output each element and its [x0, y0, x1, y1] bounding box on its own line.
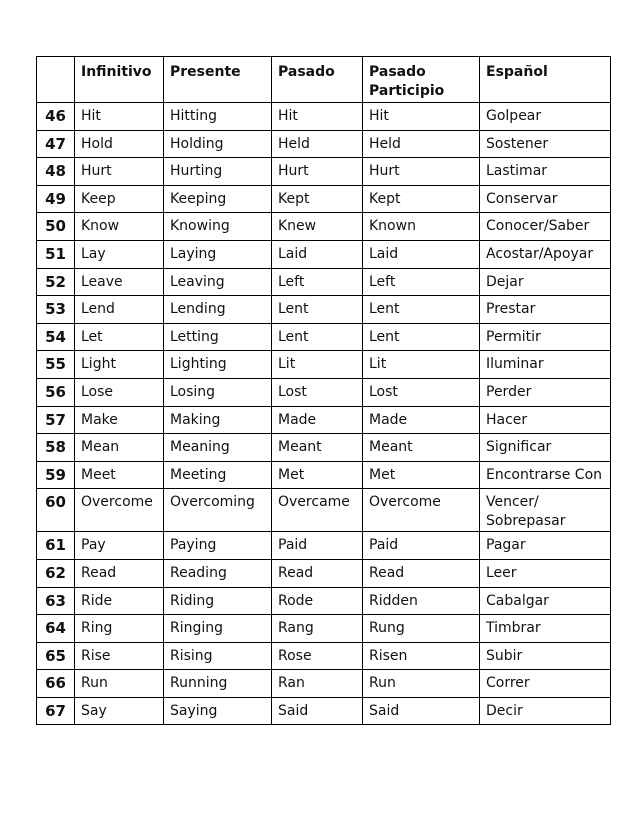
cell-pasado-participio: Said: [363, 697, 480, 725]
cell-infinitivo: Overcome: [75, 489, 164, 532]
cell-pasado: Rose: [272, 642, 363, 670]
cell-infinitivo: Make: [75, 406, 164, 434]
cell-infinitivo: Ride: [75, 587, 164, 615]
table-row: [37, 615, 611, 643]
cell-row-number: 57: [37, 406, 75, 434]
cell-row-number: 66: [37, 670, 75, 698]
cell-pasado: Lit: [272, 351, 363, 379]
cell-infinitivo: Read: [75, 559, 164, 587]
cell-espanol: Perder: [480, 378, 611, 406]
cell-pasado-participio: Paid: [363, 532, 480, 560]
cell-presente: Running: [164, 670, 272, 698]
cell-presente: Knowing: [164, 213, 272, 241]
table-row: [37, 489, 611, 532]
table-row: [37, 587, 611, 615]
cell-espanol: Golpear: [480, 103, 611, 131]
cell-row-number: 65: [37, 642, 75, 670]
cell-row-number: 67: [37, 697, 75, 725]
cell-pasado-participio: Lit: [363, 351, 480, 379]
cell-infinitivo: Lose: [75, 378, 164, 406]
table-row: [37, 296, 611, 324]
cell-row-number: 64: [37, 615, 75, 643]
cell-row-number: 62: [37, 559, 75, 587]
header-presente: Presente: [164, 57, 272, 103]
cell-pasado: Ran: [272, 670, 363, 698]
cell-espanol: Iluminar: [480, 351, 611, 379]
cell-pasado-participio: Lent: [363, 323, 480, 351]
table-row: [37, 213, 611, 241]
cell-espanol: Encontrarse Con: [480, 461, 611, 489]
cell-espanol: Significar: [480, 434, 611, 462]
cell-pasado: Read: [272, 559, 363, 587]
cell-presente: Laying: [164, 240, 272, 268]
cell-pasado-participio: Held: [363, 130, 480, 158]
cell-presente: Making: [164, 406, 272, 434]
cell-espanol: Hacer: [480, 406, 611, 434]
cell-pasado: Held: [272, 130, 363, 158]
cell-pasado-participio: Rung: [363, 615, 480, 643]
cell-presente: Saying: [164, 697, 272, 725]
cell-row-number: 56: [37, 378, 75, 406]
cell-pasado-participio: Meant: [363, 434, 480, 462]
cell-pasado: Met: [272, 461, 363, 489]
table-row: [37, 434, 611, 462]
cell-row-number: 48: [37, 158, 75, 186]
cell-pasado-participio: Risen: [363, 642, 480, 670]
cell-presente: Meaning: [164, 434, 272, 462]
cell-pasado: Left: [272, 268, 363, 296]
cell-presente: Reading: [164, 559, 272, 587]
cell-pasado: Hit: [272, 103, 363, 131]
cell-pasado: Lost: [272, 378, 363, 406]
cell-pasado: Kept: [272, 185, 363, 213]
verb-table: [36, 56, 611, 725]
cell-espanol: Decir: [480, 697, 611, 725]
cell-espanol: Pagar: [480, 532, 611, 560]
cell-infinitivo: Know: [75, 213, 164, 241]
cell-pasado-participio: Overcome: [363, 489, 480, 532]
cell-pasado-participio: Lost: [363, 378, 480, 406]
cell-infinitivo: Pay: [75, 532, 164, 560]
cell-pasado: Lent: [272, 323, 363, 351]
cell-espanol: Conocer/Saber: [480, 213, 611, 241]
cell-espanol: Cabalgar: [480, 587, 611, 615]
cell-infinitivo: Meet: [75, 461, 164, 489]
table-row: [37, 323, 611, 351]
cell-pasado-participio: Kept: [363, 185, 480, 213]
cell-presente: Lending: [164, 296, 272, 324]
cell-infinitivo: Hit: [75, 103, 164, 131]
cell-presente: Overcoming: [164, 489, 272, 532]
cell-row-number: 49: [37, 185, 75, 213]
cell-row-number: 59: [37, 461, 75, 489]
cell-pasado-participio: Met: [363, 461, 480, 489]
cell-infinitivo: Say: [75, 697, 164, 725]
cell-pasado: Knew: [272, 213, 363, 241]
cell-presente: Hitting: [164, 103, 272, 131]
cell-row-number: 55: [37, 351, 75, 379]
cell-espanol: Conservar: [480, 185, 611, 213]
cell-infinitivo: Lend: [75, 296, 164, 324]
cell-pasado: Rang: [272, 615, 363, 643]
table-header-row: [37, 57, 611, 103]
cell-espanol: Vencer/ Sobrepasar: [480, 489, 611, 532]
cell-pasado: Meant: [272, 434, 363, 462]
cell-pasado: Made: [272, 406, 363, 434]
cell-row-number: 61: [37, 532, 75, 560]
verb-table-body: [37, 57, 611, 725]
header-espanol: Español: [480, 57, 611, 103]
cell-row-number: 50: [37, 213, 75, 241]
cell-presente: Riding: [164, 587, 272, 615]
cell-presente: Ringing: [164, 615, 272, 643]
cell-pasado: Rode: [272, 587, 363, 615]
table-row: [37, 670, 611, 698]
table-row: [37, 406, 611, 434]
table-row: [37, 351, 611, 379]
cell-infinitivo: Leave: [75, 268, 164, 296]
cell-presente: Lighting: [164, 351, 272, 379]
table-row: [37, 130, 611, 158]
cell-presente: Hurting: [164, 158, 272, 186]
cell-row-number: 63: [37, 587, 75, 615]
table-row: [37, 240, 611, 268]
cell-row-number: 53: [37, 296, 75, 324]
cell-presente: Leaving: [164, 268, 272, 296]
table-row: [37, 268, 611, 296]
cell-espanol: Lastimar: [480, 158, 611, 186]
cell-pasado: Hurt: [272, 158, 363, 186]
cell-pasado: Overcame: [272, 489, 363, 532]
cell-pasado: Said: [272, 697, 363, 725]
table-row: [37, 697, 611, 725]
cell-row-number: 51: [37, 240, 75, 268]
table-row: [37, 158, 611, 186]
cell-presente: Meeting: [164, 461, 272, 489]
table-row: [37, 103, 611, 131]
cell-row-number: 47: [37, 130, 75, 158]
cell-infinitivo: Lay: [75, 240, 164, 268]
cell-pasado-participio: Ridden: [363, 587, 480, 615]
cell-row-number: 46: [37, 103, 75, 131]
cell-presente: Rising: [164, 642, 272, 670]
cell-espanol: Timbrar: [480, 615, 611, 643]
cell-row-number: 52: [37, 268, 75, 296]
cell-presente: Paying: [164, 532, 272, 560]
cell-espanol: Correr: [480, 670, 611, 698]
cell-pasado-participio: Lent: [363, 296, 480, 324]
table-row: [37, 461, 611, 489]
header-infinitivo: Infinitivo: [75, 57, 164, 103]
cell-pasado-participio: Made: [363, 406, 480, 434]
cell-pasado-participio: Read: [363, 559, 480, 587]
cell-pasado-participio: Left: [363, 268, 480, 296]
cell-pasado-participio: Hurt: [363, 158, 480, 186]
cell-pasado: Lent: [272, 296, 363, 324]
header-pasado: Pasado: [272, 57, 363, 103]
cell-pasado: Paid: [272, 532, 363, 560]
cell-espanol: Prestar: [480, 296, 611, 324]
table-row: [37, 185, 611, 213]
cell-infinitivo: Keep: [75, 185, 164, 213]
cell-infinitivo: Let: [75, 323, 164, 351]
cell-espanol: Dejar: [480, 268, 611, 296]
cell-row-number: 58: [37, 434, 75, 462]
cell-presente: Holding: [164, 130, 272, 158]
cell-presente: Keeping: [164, 185, 272, 213]
header-pasado-participio: Pasado Participio: [363, 57, 480, 103]
cell-infinitivo: Mean: [75, 434, 164, 462]
cell-pasado-participio: Run: [363, 670, 480, 698]
cell-espanol: Acostar/Apoyar: [480, 240, 611, 268]
cell-espanol: Sostener: [480, 130, 611, 158]
cell-pasado: Laid: [272, 240, 363, 268]
cell-pasado-participio: Laid: [363, 240, 480, 268]
cell-pasado-participio: Known: [363, 213, 480, 241]
cell-infinitivo: Light: [75, 351, 164, 379]
table-row: [37, 559, 611, 587]
cell-infinitivo: Run: [75, 670, 164, 698]
cell-infinitivo: Rise: [75, 642, 164, 670]
cell-infinitivo: Ring: [75, 615, 164, 643]
table-row: [37, 378, 611, 406]
cell-espanol: Subir: [480, 642, 611, 670]
cell-espanol: Permitir: [480, 323, 611, 351]
cell-infinitivo: Hurt: [75, 158, 164, 186]
table-row: [37, 642, 611, 670]
cell-presente: Letting: [164, 323, 272, 351]
cell-pasado-participio: Hit: [363, 103, 480, 131]
cell-row-number: 54: [37, 323, 75, 351]
table-row: [37, 532, 611, 560]
cell-infinitivo: Hold: [75, 130, 164, 158]
cell-presente: Losing: [164, 378, 272, 406]
cell-espanol: Leer: [480, 559, 611, 587]
header-number: [37, 57, 75, 103]
cell-row-number: 60: [37, 489, 75, 532]
